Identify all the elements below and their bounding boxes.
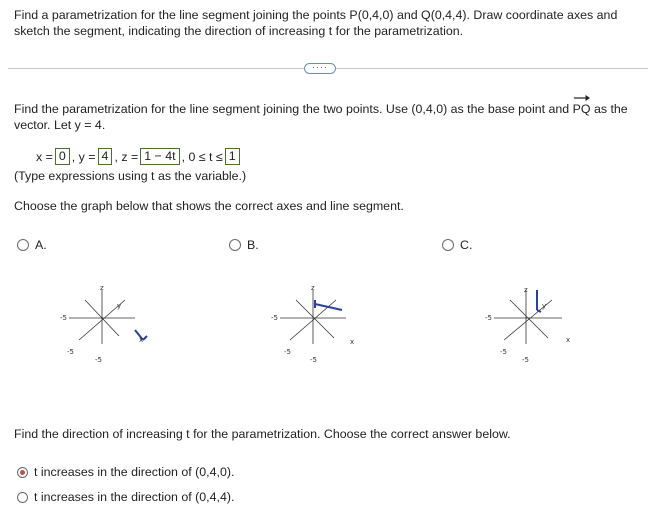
direction-prompt: Find the direction of increasing t for the parametrization. Choose the correct answer below. bbox=[14, 427, 511, 441]
neg5-label: -5 bbox=[95, 356, 102, 364]
neg5-label: -5 bbox=[284, 348, 291, 356]
radio-c[interactable] bbox=[442, 239, 454, 251]
z-label: z bbox=[524, 286, 528, 294]
graph-b[interactable] bbox=[266, 282, 366, 372]
vector-label: PQ bbox=[572, 102, 591, 116]
direction-radio-2[interactable] bbox=[17, 492, 28, 503]
t-range-label: 0 ≤ t ≤ bbox=[188, 149, 223, 164]
vector-pq bbox=[573, 101, 591, 117]
z-answer-box[interactable]: 1 − 4t bbox=[140, 148, 179, 165]
option-a-label: A. bbox=[35, 238, 47, 252]
option-b-label: B. bbox=[247, 238, 259, 252]
option-b[interactable] bbox=[229, 238, 259, 252]
direction-option-2[interactable] bbox=[17, 490, 234, 504]
x-label: x bbox=[566, 336, 571, 344]
line-segment-tail bbox=[143, 336, 147, 340]
comma: , bbox=[71, 149, 79, 164]
neg5-label: -5 bbox=[522, 356, 529, 364]
neg5-label: -5 bbox=[310, 356, 317, 364]
z-label: z = bbox=[121, 149, 139, 164]
part1-text-after: as the vector. Let y = 4. bbox=[14, 102, 628, 132]
parametrization-answer bbox=[36, 148, 242, 165]
y-answer-box[interactable]: 4 bbox=[98, 148, 113, 165]
radio-b[interactable] bbox=[229, 239, 241, 251]
radio-a[interactable] bbox=[17, 239, 29, 251]
question-text: Find a parametrization for the line segment joining the points P(0,4,0) and Q(0,4,4). Draw coordinate axes and sketch the segment, indicating the direction of increasing t for the parametrization. bbox=[14, 8, 618, 38]
neg5-label: -5 bbox=[485, 314, 492, 322]
x-label: x bbox=[350, 338, 355, 346]
expand-more-button[interactable]: ···· bbox=[304, 63, 336, 74]
option-c-label: C. bbox=[460, 238, 473, 252]
y-label: y bbox=[542, 302, 547, 310]
y-label: y = bbox=[78, 149, 96, 164]
y-label: y bbox=[117, 302, 122, 310]
comma: , bbox=[181, 149, 189, 164]
direction-option-1-text: t increases in the direction of (0,4,0). bbox=[34, 465, 235, 479]
direction-option-1[interactable] bbox=[17, 465, 234, 479]
graph-a[interactable] bbox=[55, 282, 155, 372]
z-label: z bbox=[100, 284, 104, 292]
hint-text: (Type expressions using t as the variable.) bbox=[14, 169, 247, 183]
direction-option-2-text: t increases in the direction of (0,4,4). bbox=[34, 490, 235, 504]
neg5-label: -5 bbox=[500, 348, 507, 356]
graph-c-svg bbox=[482, 282, 582, 372]
neg5-label: -5 bbox=[271, 314, 278, 322]
graph-c[interactable] bbox=[482, 282, 582, 372]
neg5-label: -5 bbox=[67, 348, 74, 356]
x-answer-box[interactable]: 0 bbox=[55, 148, 70, 165]
graph-b-svg bbox=[266, 282, 366, 372]
part1-prompt bbox=[14, 101, 642, 133]
option-c[interactable] bbox=[442, 238, 472, 252]
direction-radio-1[interactable] bbox=[17, 467, 28, 478]
graph-a-svg bbox=[55, 282, 155, 372]
comma: , bbox=[114, 149, 122, 164]
t-upper-answer-box[interactable]: 1 bbox=[225, 148, 240, 165]
x-label: x bbox=[139, 336, 144, 344]
vector-arrow-icon bbox=[573, 94, 591, 101]
option-a[interactable] bbox=[17, 238, 47, 252]
line-segment bbox=[315, 304, 342, 310]
part1-text-before: Find the parametrization for the line segment joining the two points. Use (0,4,0) as the base point and bbox=[14, 102, 573, 116]
graph-prompt: Choose the graph below that shows the correct axes and line segment. bbox=[14, 199, 404, 213]
neg5-label: -5 bbox=[60, 314, 67, 322]
z-label: z bbox=[311, 284, 315, 292]
x-label: x = bbox=[36, 149, 53, 164]
